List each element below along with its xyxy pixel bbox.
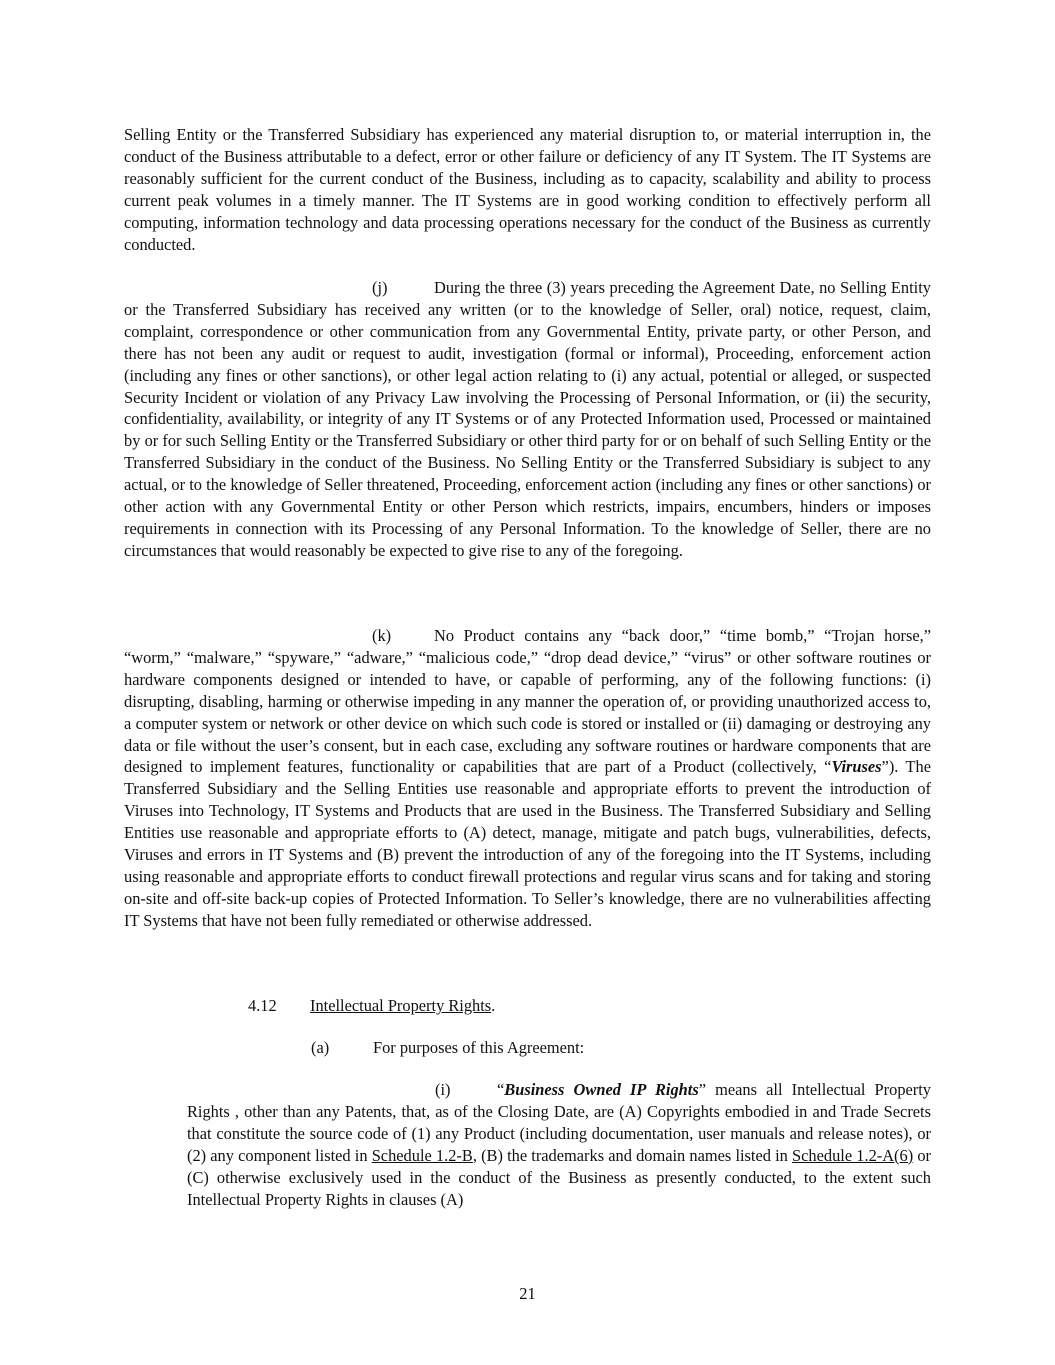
paragraph-j-label: (j) [372,278,388,297]
paragraph-j-text: During the three (3) years preceding the Agreement Date, no Selling Entity or the Transferred Subsidiary has received any written (or to the knowledge of Seller, oral) notice, request, claim, complaint, correspondence or other communication from any Governmental Entity, private party, or other Person, and there has not been any audit or request to audit, investigation (formal or informal), Proceeding, enforcement action (including any fines or other sanctions), or other legal action relating to (i) any actual, potential or alleged, or suspected Security Incident or violation of any Privacy Law involving the Processing of Personal Information, or (ii) the security, confidentiality, availability, or integrity of any IT Systems or of any Protected Information used, Processed or maintained by or for such Selling Entity or the Transferred Subsidiary or other third party for or on behalf of such Selling Entity or the Transferred Subsidiary in the conduct of the Business. No Selling Entity or the Transferred Subsidiary is subject to any actual, or to the knowledge of Seller threatened, Proceeding, enforcement action (including any fines or other sanctions) or other action with any Governmental Entity or other Person which restricts, impairs, encumbers, hinders or imposes requirements in connection with its Processing of any Personal Information. To the knowledge of Seller, there are no circumstances that would reasonably be expected to give rise to any of the foregoing. [124,278,931,560]
paragraph-k-text-before: No Product contains any “back door,” “time bomb,” “Trojan horse,” “worm,” “malware,” “spyware,” “adware,” “malicious code,” “drop dead device,” “virus” or other software routines or hardware components designed or intended to have, or capable of performing, any of the following functions: (i) disrupting, disabling, harming or otherwise impeding in any manner the operation of, or providing unauthorized access to, a computer system or network or other device on which such code is stored or installed or (ii) damaging or destroying any data or file without the user’s consent, but in each case, excluding any software routines or hardware components that are designed to implement features, functionality or capabilities that are part of a Product (collectively, “ [124,626,931,777]
paragraph-a-text: For purposes of this Agreement: [373,1038,585,1057]
defined-term-viruses: Viruses [831,757,882,777]
section-title-suffix: . [491,996,496,1015]
section-title: Intellectual Property Rights [310,996,492,1015]
schedule-1-2-b-reference: Schedule 1.2-B [371,1145,473,1165]
section-number: 4.12 [248,996,277,1015]
paragraph-j [124,277,931,562]
paragraph-i-label: (i) [435,1080,451,1099]
paragraph-intro [124,124,931,255]
paragraph-i-text-2: , (B) the trademarks and domain names listed in [472,1145,793,1165]
paragraph-i-text-1: ” means all Intellectual Property Rights , other than any Patents, that, as of the Closing Date, are (A) Copyrights embodied in and Trade Secrets that constitute the source code of (1) any Product (including documentation, user manuals and release notes), or (2) any component listed in [187,1080,931,1165]
paragraph-i-text-3: or (C) otherwise exclusively used in the conduct of the Business as presently conducted, to the extent such Intellectual Property Rights in clauses (A) [187,1145,931,1209]
paragraph-k-label: (k) [372,626,392,645]
defined-term-business-owned-ip-rights: Business Owned IP Rights [504,1080,699,1099]
page-number: 21 [519,1284,536,1303]
paragraph-i-open-quote: “ [497,1080,505,1099]
paragraph-intro-text: Selling Entity or the Transferred Subsidiary has experienced any material disruption to, or material interruption in, the conduct of the Business attributable to a defect, error or other failure or deficiency of any IT System. The IT Systems are reasonably sufficient for the current conduct of the Business, including as to capacity, scalability and ability to process current peak volumes in a timely manner. The IT Systems are in good working condition to effectively perform all computing, information technology and data processing operations necessary for the conduct of the Business as currently conducted. [124,125,931,254]
paragraph-k [124,625,931,932]
schedule-1-2-a6-reference: Schedule 1.2-A(6) [792,1145,914,1165]
paragraph-a [311,1037,584,1059]
paragraph-k-text-after: ”). The Transferred Subsidiary and the Selling Entities use reasonable and appropriate efforts to prevent the introduction of Viruses into Technology, IT Systems and Products that are used in the Business. The Transferred Subsidiary and Selling Entities use reasonable and appropriate efforts to (A) detect, manage, mitigate and patch bugs, vulnerabilities, defects, Viruses and errors in IT Systems and (B) prevent the introduction of any of the foregoing into the IT Systems, including using reasonable and appropriate efforts to conduct firewall protections and regular virus scans and for taking and storing on-site and off-site back-up copies of Protected Information. To Seller’s knowledge, there are no vulnerabilities affecting IT Systems that have not been fully remediated or otherwise addressed. [124,757,931,930]
paragraph-i [187,1079,931,1210]
paragraph-a-label: (a) [311,1038,330,1057]
section-heading-4-12 [248,995,495,1017]
